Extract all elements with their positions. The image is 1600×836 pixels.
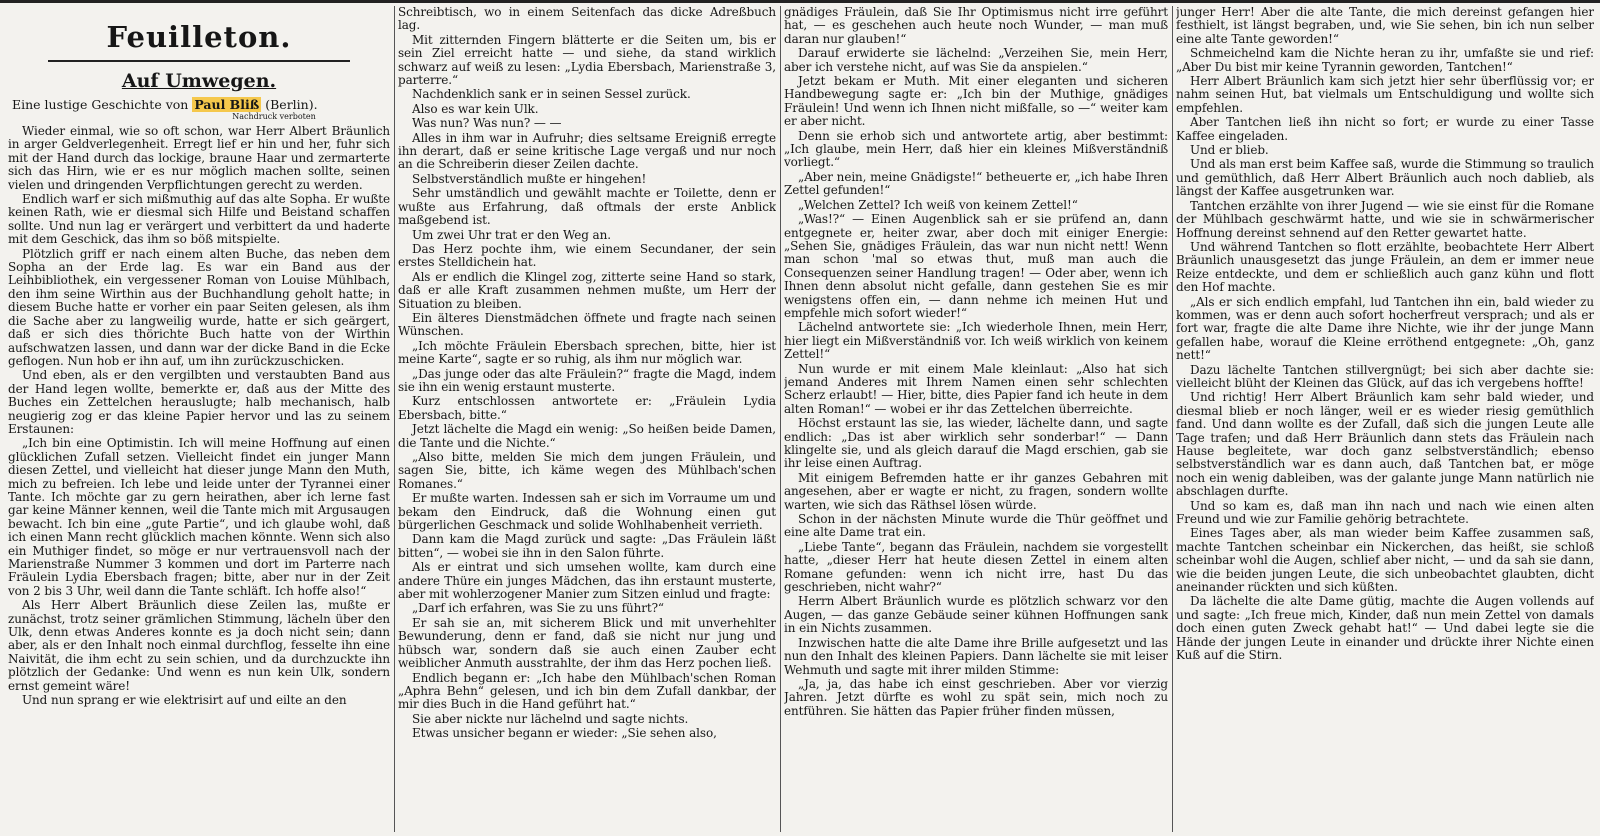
- paragraph: Darauf erwiderte sie lächelnd: „Verzeihen Sie, mein Herr, aber ich verstehe nicht, auf was Sie da anspielen.“: [784, 46, 1168, 74]
- paragraph: Jetzt bekam er Muth. Mit einer eleganten und sicheren Handbewegung sagte er: „Ich bin der Muthige, gnädiges Fräulein! Und wenn ich Ihnen nicht mißfalle, so —“ weiter kam er aber nicht.: [784, 74, 1168, 129]
- paragraph: „Also bitte, melden Sie mich dem jungen Fräulein, und sagen Sie, bitte, ich käme wegen des Mühlbach'schen Romanes.“: [398, 450, 776, 491]
- paragraph: Dann kam die Magd zurück und sagte: „Das Fräulein läßt bitten“, — wobei sie ihn in den Salon führte.: [398, 532, 776, 560]
- paragraph: Also es war kein Ulk.: [412, 101, 539, 116]
- paragraph: Als Herr Albert Bräunlich diese Zeilen las, mußte er zunächst, trotz seiner grämlichen Stimmung, lächeln über den Ulk, denn etwas Anderes konnte es ja doch nicht sein; dann aber, als er den Inhalt noch einmal durchflog, fesselte ihn eine Naivität, die ihm echt zu sein schien, und da durchzuckte ihn plötzlich der Gedanke: Und wenn es nun kein Ulk, sondern ernst gemeint wäre!: [8, 598, 390, 693]
- paragraph: „Darf ich erfahren, was Sie zu uns führt?“: [412, 601, 664, 616]
- byline-prefix: Eine lustige Geschichte von: [12, 97, 189, 112]
- paragraph: „Das junge oder das alte Fräulein?“ fragte die Magd, indem sie ihn ein wenig erstaunt musterte.: [398, 366, 776, 394]
- paragraph: „Welchen Zettel? Ich weiß von keinem Zettel!“: [798, 197, 1078, 212]
- column-2: [398, 6, 776, 832]
- column-3-body: [784, 6, 1168, 718]
- paragraph: „Aber nein, meine Gnädigste!“ betheuerte er, „ich habe Ihren Zettel gefunden!“: [784, 169, 1168, 198]
- paragraph: Alles in ihm war in Aufruhr; dies seltsame Ereigniß erregte ihn derart, daß er seine kritische Lage vergaß und nur noch an die Schreiberin dieser Zeilen dachte.: [398, 130, 776, 172]
- paragraph: Schreibtisch, wo in einem Seitenfach das dicke Adreßbuch lag.: [398, 6, 776, 33]
- paragraph: Und er blieb.: [1190, 143, 1269, 158]
- paragraph: Kurz entschlossen antwortete er: „Fräulein Lydia Ebersbach, bitte.“: [398, 394, 776, 422]
- paragraph: Endlich warf er sich mißmuthig auf das alte Sopha. Er wußte keinen Rath, wie er diesmal sich Hilfe und Beistand schaffen sollte. Und nun lag er verärgert und verbittert da und haderte mit dem Geschick, das ihm so böß mitspielte.: [8, 192, 390, 247]
- paragraph: Dazu lächelte Tantchen stillvergnügt; bei sich aber dachte sie: vielleicht blüht der Kleinen das Glück, auf das ich vergebens hoffte!: [1176, 362, 1594, 390]
- paragraph: Endlich begann er: „Ich habe den Mühlbach'schen Roman „Aphra Behn“ gelesen, und ich bin dem Zufall dankbar, der mir dies Buch in die Hand geführt hat.“: [398, 670, 776, 712]
- byline: [12, 98, 390, 112]
- top-rule: [0, 0, 1600, 3]
- column-1-body: [8, 125, 390, 707]
- paragraph: „Liebe Tante“, begann das Fräulein, nachdem sie vorgestellt hatte, „dieser Herr hat heute diesen Zettel in einem alten Romane gefunden: wenn ich nicht irre, hast Du das geschrieben, nicht wahr?“: [784, 539, 1168, 595]
- paragraph: Und während Tantchen so flott erzählte, beobachtete Herr Albert Bräunlich unausgesetzt das junge Fräulein, an dem er immer neue Reize entdeckte, und dem er schließlich auch ganz kühn und flott den Hof machte.: [1176, 239, 1594, 295]
- paragraph: „Ich möchte Fräulein Ebersbach sprechen, bitte, hier ist meine Karte“, sagte er so ruhig, als ihm nur möglich war.: [398, 338, 776, 367]
- story-title: Auf Umwegen.: [121, 70, 277, 92]
- paragraph: Was nun? Was nun? — —: [412, 116, 562, 131]
- paragraph: junger Herr! Aber die alte Tante, die mich dereinst gefangen hier festhielt, ist längst begraben, und, wie Sie sehen, bin ich nun selber eine alte Tante geworden!“: [1176, 6, 1594, 46]
- paragraph: Tantchen erzählte von ihrer Jugend — wie sie einst für die Romane der Mühlbach geschwärmt hatte, und wie sie in schwärmerischer Hoffnung dereinst sehnend auf den Retter gewartet hatte.: [1176, 198, 1594, 240]
- paragraph: Eines Tages aber, als man wieder beim Kaffee zusammen saß, machte Tantchen scheinbar ein Nickerchen, das heißt, sie schloß scheinbar wohl die Augen, schlief aber nicht, — und da sah sie dann, wie die beiden jungen Leute, die sich unbeobachtet glaubten, dicht aneinander rückten und sich küßten.: [1176, 526, 1594, 595]
- paragraph: Nun wurde er mit einem Male kleinlaut: „Also hat sich jemand Anderes mit Ihrem Namen einen sehr schlechten Scherz erlaubt! — Hier, bitte, dies Papier fand ich heute in dem alten Roman!“ — wobei er ihr das Zettelchen überreichte.: [784, 361, 1168, 416]
- paragraph: Und als man erst beim Kaffee saß, wurde die Stimmung so traulich und gemüthlich, daß Herr Albert Bräunlich auch noch dablieb, als längst der Kaffee ausgetrunken war.: [1176, 157, 1594, 199]
- section-title: Feuilleton.: [106, 20, 292, 54]
- paragraph: „Ich bin eine Optimistin. Ich will meine Hoffnung auf einen glücklichen Zufall setzen. Vielleicht findet ein junger Mann diesen Zettel, und vielleicht hat dieser junge Mann den Muth, mich zu befreien. Ich lebe und leide unter der Tyrannei einer Tante. Ich möchte gar zu gern heirathen, aber ich lerne fast gar keine Männer kennen, weil die Tante mich mit Argusaugen bewacht. Ich bin eine „gute Partie“, und ich glaube wohl, daß ich einen Mann recht glücklich machen könnte. Wenn sich also ein Muthiger findet, so möge er nur vertrauensvoll nach der Marienstraße Nummer 3 kommen und dort im Parterre nach Fräulein Lydia Ebersbach fragen; bitte, aber nur in der Zeit von 2 bis 3 Uhr, weil dann die Tante schläft. Ich hoffe also!“: [8, 436, 390, 598]
- paragraph: Höchst erstaunt las sie, las wieder, lächelte dann, und sagte endlich: „Das ist aber wirklich sehr sonderbar!“ — Dann klingelte sie, und als gleich darauf die Magd erschien, gab sie ihr leise einen Auftrag.: [784, 416, 1168, 471]
- paragraph: Mit einigem Befremden hatte er ihr ganzes Gebahren mit angesehen, aber er wagte er nicht, zu fragen, sondern wollte warten, wie sich das Räthsel lösen würde.: [784, 470, 1168, 512]
- paragraph: Plötzlich griff er nach einem alten Buche, das neben dem Sopha an der Erde lag. Es war ein Band aus der Leihbibliothek, ein vergessener Roman von Louise Mühlbach, den ihm seine Wirthin aus der Buchhandlung geholt hatte; in diesem Buche hatte er vorher ein paar Seiten gelesen, als ihm die Sache aber zu langweilig wurde, hatte er sich geärgert, daß er sich dies thörichte Buch hatte von der Wirthin aufschwatzen lassen, und dann war der dicke Band in die Ecke geflogen. Nun hob er ihn auf, um ihn zurückzuschicken.: [8, 246, 390, 368]
- paragraph: Das Herz pochte ihm, wie einem Secundaner, der sein erstes Stelldichein hat.: [398, 241, 776, 270]
- paragraph: Und richtig! Herr Albert Bräunlich kam sehr bald wieder, und diesmal blieb er noch länger, weil er es wieder riesig gemüthlich fand. Und dann wollte es der Zufall, daß sich die jungen Leute alle Tage trafen; und daß Herr Bräunlich dann stets das Fräulein nach Hause begleitete, war doch ganz selbstverständlich; ebenso selbstverständlich war es dann auch, daß Tantchen bat, er möge noch ein wenig dableiben, was der galante junge Mann natürlich nie abschlagen durfte.: [1176, 390, 1594, 499]
- column-1: [8, 6, 390, 832]
- reprint-notice: Nachdruck verboten: [232, 112, 316, 121]
- column-divider: [1172, 6, 1173, 832]
- paragraph: „Ja, ja, das habe ich einst geschrieben. Aber vor vierzig Jahren. Jetzt dürfte es wohl zu spät sein, mich noch zu entführen. Sie hätten das Papier früher finden müssen,: [784, 676, 1168, 718]
- paragraph: Um zwei Uhr trat er den Weg an.: [412, 227, 611, 242]
- paragraph: Lächelnd antwortete sie: „Ich wiederhole Ihnen, mein Herr, hier liegt ein Mißverständniß vor. Ich weiß wirklich von keinem Zettel!“: [784, 320, 1168, 362]
- column-4: [1176, 6, 1594, 832]
- paragraph: Und nun sprang er wie elektrisirt auf und eilte an den: [22, 693, 347, 708]
- paragraph: Sie aber nickte nur lächelnd und sagte nichts.: [412, 711, 689, 726]
- paragraph: Nachdenklich sank er in seinen Sessel zurück.: [412, 87, 691, 102]
- paragraph: Aber Tantchen ließ ihn nicht so fort; er wurde zu einer Tasse Kaffee eingeladen.: [1176, 115, 1594, 143]
- paragraph: Als er eintrat und sich umsehen wollte, kam durch eine andere Thüre ein junges Mädchen, das ihn erstaunt musterte, aber mit wohlerzogener Manier zum Sitzen einlud und fragte:: [398, 560, 776, 602]
- title-rule: [48, 60, 350, 62]
- column-4-body: [1176, 6, 1594, 663]
- paragraph: Da lächelte die alte Dame gütig, machte die Augen vollends auf und sagte: „Ich freue mich, Kinder, daß nun mein Zettel von damals doch einen guten Zweck gehabt hat!“ — Und dabei legte sie die Hände der jungen Leute in einander und drückte ihrer Nichte einen Kuß auf die Stirn.: [1176, 594, 1594, 663]
- paragraph: Mit zitternden Fingern blätterte er die Seiten um, bis er sein Ziel erreicht hatte — und siehe, da stand wirklich schwarz auf weiß zu lesen: „Lydia Ebersbach, Marienstraße 3, parterre.“: [398, 32, 776, 88]
- column-3: [784, 6, 1168, 832]
- paragraph: Und so kam es, daß man ihn nach und nach wie einen alten Freund und wie zur Familie gehörig betrachtete.: [1176, 498, 1594, 527]
- paragraph: Etwas unsicher begann er wieder: „Sie sehen also,: [412, 726, 717, 741]
- paragraph: Als er endlich die Klingel zog, zitterte seine Hand so stark, daß er alle Kraft zusammen nehmen mußte, um Herr der Situation zu bleiben.: [398, 269, 776, 311]
- column-divider: [394, 6, 395, 832]
- paragraph: Schmeichelnd kam die Nichte heran zu ihr, umfaßte sie und rief: „Aber Du bist mir keine Tyrannin geworden, Tantchen!“: [1176, 46, 1594, 74]
- paragraph: „Was!?“ — Einen Augenblick sah er sie prüfend an, dann entgegnete er, heiter zwar, aber doch mit einiger Energie: „Sehen Sie, gnädiges Fräulein, das war nun nicht nett! Wenn man schon 'mal so etwas thut, muß man auch die Consequenzen seiner Handlung tragen! — Oder aber, wenn ich Ihnen denn absolut nicht gefalle, dann gestehen Sie es mir wenigstens offen ein, — dann nehme ich meinen Hut und empfehle mich sofort wieder!“: [784, 212, 1168, 320]
- column-divider: [780, 6, 781, 832]
- paragraph: gnädiges Fräulein, daß Sie Ihr Optimismus nicht irre geführt hat, — es geschehen auch heute noch Wunder, — man muß daran nur glauben!“: [784, 6, 1168, 46]
- paragraph: Denn sie erhob sich und antwortete artig, aber bestimmt: „Ich glaube, mein Herr, daß hier ein kleines Mißverständniß vorliegt.“: [784, 128, 1168, 170]
- paragraph: Schon in der nächsten Minute wurde die Thür geöffnet und eine alte Dame trat ein.: [784, 512, 1168, 540]
- paragraph: Und eben, als er den vergilbten und verstaubten Band aus der Hand legen wollte, bemerkte er, daß aus der Mitte des Buches ein Zettelchen herauslugte; halb mechanisch, halb neugierig zog er das kleine Papier hervor und las zu seinem Erstaunen:: [8, 368, 390, 436]
- paragraph: Wieder einmal, wie so oft schon, war Herr Albert Bräunlich in arger Geldverlegenheit. Erregt lief er hin und her, fuhr sich mit der Hand durch das lockige, braune Haar und zermarterte sich das Hirn, wie er es nur möglich machen sollte, seinen vielen und dringenden Verpflichtungen gerecht zu werden.: [8, 124, 390, 192]
- paragraph: Ein älteres Dienstmädchen öffnete und fragte nach seinen Wünschen.: [398, 310, 776, 339]
- paragraph: Jetzt lächelte die Magd ein wenig: „So heißen beide Damen, die Tante und die Nichte.“: [398, 422, 776, 450]
- paragraph: „Als er sich endlich empfahl, lud Tantchen ihn ein, bald wieder zu kommen, was er denn auch sofort hocherfreut versprach; und als er fort war, fragte die alte Dame ihre Nichte, wie ihr der junge Mann gefallen habe, worauf die Kleine erröthend entgegnete: „Oh, ganz nett!“: [1176, 294, 1594, 363]
- column-2-body: [398, 6, 776, 741]
- paragraph: Selbstverständlich mußte er hingehen!: [412, 171, 647, 186]
- byline-suffix: (Berlin).: [265, 97, 318, 112]
- paragraph: Herr Albert Bräunlich kam sich jetzt hier sehr überflüssig vor; er nahm seinen Hut, bat vielmals um Entschuldigung und wollte sich empfehlen.: [1176, 74, 1594, 115]
- paragraph: Er mußte warten. Indessen sah er sich im Vorraume um und bekam den Eindruck, daß die Wohnung einen gut bürgerlichen Geschmack und solide Wohlhabenheit verrieth.: [398, 491, 776, 533]
- paragraph: Herrn Albert Bräunlich wurde es plötzlich schwarz vor den Augen, — das ganze Gebäude seiner kühnen Hoffnungen sank in ein Nichts zusammen.: [784, 594, 1168, 636]
- paragraph: Er sah sie an, mit sicherem Blick und mit unverhehlter Bewunderung, denn er fand, daß sie nicht nur jung und hübsch war, sondern daß sie auch einen Zauber echt weiblicher Anmuth ausstrahlte, der ihm das Herz pochen ließ.: [398, 615, 776, 671]
- author-name: Paul Bliß: [194, 97, 260, 112]
- paragraph: Inzwischen hatte die alte Dame ihre Brille aufgesetzt und las nun den Inhalt des kleinen Papiers. Dann lächelte sie mit leiser Wehmuth und sagte mit ihrer milden Stimme:: [784, 635, 1168, 677]
- paragraph: Sehr umständlich und gewählt machte er Toilette, denn er wußte aus Erfahrung, daß oftmals der erste Anblick maßgebend ist.: [398, 186, 776, 228]
